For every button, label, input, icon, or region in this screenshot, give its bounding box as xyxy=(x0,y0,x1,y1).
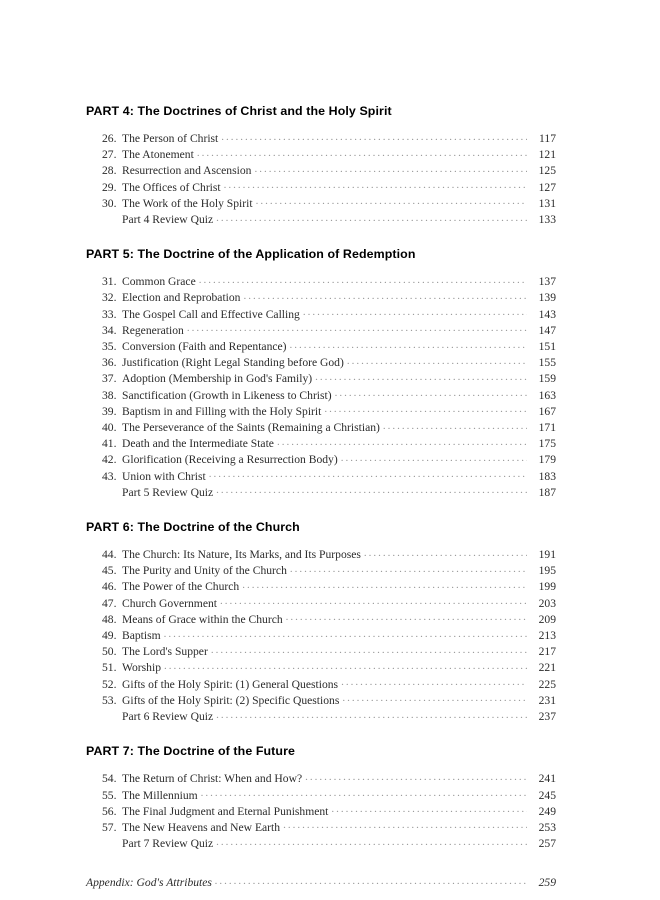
toc-entry-page-number: 191 xyxy=(538,548,556,562)
toc-quiz-entry[interactable] xyxy=(86,485,556,501)
toc-entry-page-number: 139 xyxy=(538,291,556,305)
toc-entry-page-number: 143 xyxy=(538,307,556,321)
toc-entry-title: Part 5 Review Quiz xyxy=(122,485,214,499)
dot-leader xyxy=(197,146,527,161)
toc-entry-title: Justification (Right Legal Standing before God) xyxy=(122,356,344,370)
toc-entry-title: The Work of the Holy Spirit xyxy=(122,196,253,210)
toc-entry-number: 32. xyxy=(102,291,117,305)
toc-entry-number: 41. xyxy=(102,437,117,451)
dot-leader xyxy=(201,786,527,801)
toc-entry-title: Glorification (Receiving a Resurrection Body) xyxy=(122,453,338,467)
toc-entry-title: The Person of Christ xyxy=(122,132,219,145)
toc-entry-title: Part 7 Review Quiz xyxy=(122,837,214,851)
toc-entry-title: Election and Reprobation xyxy=(122,291,241,305)
toc-entry-title: Resurrection and Ascension xyxy=(122,164,252,178)
toc-entry-title: Part 6 Review Quiz xyxy=(122,710,214,724)
dot-leader xyxy=(347,354,527,369)
toc-entry-page-number: 257 xyxy=(538,837,556,851)
toc-entry-number: 50. xyxy=(102,645,117,659)
toc-entry-page-number: 245 xyxy=(538,788,556,802)
toc-entry-number: 34. xyxy=(102,323,117,337)
table-of-contents xyxy=(86,104,556,892)
toc-entry-title: Sanctification (Growth in Likeness to Christ) xyxy=(122,388,332,402)
toc-entry-number: 46. xyxy=(102,580,117,594)
dot-leader xyxy=(383,419,527,434)
toc-quiz-entry[interactable] xyxy=(86,836,556,852)
toc-entry-number: 37. xyxy=(102,372,117,386)
parts-container xyxy=(86,104,556,852)
toc-entry-number: 36. xyxy=(102,356,117,370)
toc-entry-page-number: 175 xyxy=(538,437,556,451)
toc-entry-number: 35. xyxy=(102,340,117,354)
appendix-entry[interactable] xyxy=(86,875,556,891)
toc-entry-number: 47. xyxy=(102,596,117,610)
toc-entry-title: The New Heavens and New Earth xyxy=(122,820,281,834)
toc-entry-number: 26. xyxy=(102,132,117,145)
appendix-entry-title: Appendix: God's Attributes xyxy=(86,876,212,890)
toc-entry-page-number: 231 xyxy=(538,693,556,707)
appendix-section xyxy=(86,875,556,891)
toc-quiz-entry[interactable] xyxy=(86,709,556,725)
toc-entry-number: 45. xyxy=(102,564,117,578)
toc-entry-page-number: 167 xyxy=(538,404,556,418)
toc-entry-title: The Power of the Church xyxy=(122,580,240,594)
toc-entry-title: The Offices of Christ xyxy=(122,180,221,194)
appendix-entry-page-number: 259 xyxy=(538,876,556,890)
dot-leader xyxy=(315,370,527,385)
dot-leader xyxy=(243,289,527,304)
toc-entry-title: Baptism in and Filling with the Holy Spirit xyxy=(122,404,322,418)
part-block xyxy=(86,104,556,228)
dot-leader xyxy=(254,162,527,177)
toc-entry-page-number: 155 xyxy=(538,356,556,370)
dot-leader xyxy=(256,194,527,209)
toc-entry-number: 48. xyxy=(102,612,117,626)
dot-leader xyxy=(216,835,527,850)
toc-entry-title: Union with Christ xyxy=(122,469,206,483)
toc-entry-page-number: 159 xyxy=(538,372,556,386)
dot-leader xyxy=(324,402,527,417)
dot-leader xyxy=(216,708,527,723)
dot-leader xyxy=(290,338,527,353)
toc-entry-page-number: 171 xyxy=(538,421,556,435)
toc-entry-page-number: 179 xyxy=(538,453,556,467)
toc-entry-title: Worship xyxy=(122,661,161,675)
toc-entry-title: The Gospel Call and Effective Calling xyxy=(122,307,300,321)
part-heading: PART 6: The Doctrine of the Church xyxy=(86,520,300,535)
toc-entry-title: The Church: Its Nature, Its Marks, and Its Purposes xyxy=(122,548,361,562)
toc-entry-title: The Lord's Supper xyxy=(122,645,208,659)
toc-entry-page-number: 213 xyxy=(538,629,556,643)
toc-entry-number: 42. xyxy=(102,453,117,467)
toc-entry-page-number: 249 xyxy=(538,804,556,818)
toc-entry-title: The Final Judgment and Eternal Punishment xyxy=(122,804,329,818)
toc-entry-page-number: 225 xyxy=(538,677,556,691)
toc-quiz-entry[interactable] xyxy=(86,212,556,228)
dot-leader xyxy=(224,178,527,193)
toc-entry-title: Conversion (Faith and Repentance) xyxy=(122,340,287,354)
toc-entry-title: Common Grace xyxy=(122,275,196,289)
toc-entry-page-number: 253 xyxy=(538,820,556,834)
toc-entry-title: The Millennium xyxy=(122,788,198,802)
entry-list xyxy=(86,274,556,501)
dot-leader xyxy=(216,483,527,498)
toc-entry-number: 27. xyxy=(102,148,117,162)
toc-entry-title: Baptism xyxy=(122,629,161,643)
dot-leader xyxy=(303,305,527,320)
toc-entry-page-number: 203 xyxy=(538,596,556,610)
toc-entry-title: The Return of Christ: When and How? xyxy=(122,772,303,786)
part-block xyxy=(86,520,556,725)
toc-entry-page-number: 187 xyxy=(538,485,556,499)
toc-entry-page-number: 183 xyxy=(538,469,556,483)
dot-leader xyxy=(211,643,527,658)
toc-entry-title: The Perseverance of the Saints (Remaining a Christian) xyxy=(122,421,380,435)
dot-leader xyxy=(209,467,527,482)
entry-list xyxy=(86,547,556,725)
toc-entry-number: 38. xyxy=(102,388,117,402)
part-heading: PART 4: The Doctrines of Christ and the Holy Spirit xyxy=(86,104,392,118)
toc-entry-page-number: 131 xyxy=(538,196,556,210)
part-block xyxy=(86,247,556,501)
toc-entry-page-number: 137 xyxy=(538,275,556,289)
toc-entry-number: 44. xyxy=(102,548,117,562)
toc-entry-page-number: 199 xyxy=(538,580,556,594)
toc-entry-number: 30. xyxy=(102,196,117,210)
toc-entry-page-number: 221 xyxy=(538,661,556,675)
dot-leader xyxy=(242,578,527,593)
toc-entry-number: 57. xyxy=(102,820,117,834)
toc-entry-page-number: 237 xyxy=(538,710,556,724)
toc-entry-number: 49. xyxy=(102,629,117,643)
toc-entry-page-number: 125 xyxy=(538,164,556,178)
toc-entry-title: Death and the Intermediate State xyxy=(122,437,274,451)
dot-leader xyxy=(187,321,527,336)
part-heading: PART 7: The Doctrine of the Future xyxy=(86,744,295,759)
toc-entry-title: Means of Grace within the Church xyxy=(122,612,283,626)
dot-leader xyxy=(305,770,527,785)
dot-leader xyxy=(199,273,527,288)
dot-leader xyxy=(216,211,527,226)
part-heading: PART 5: The Doctrine of the Application of Redemption xyxy=(86,247,416,262)
part-block xyxy=(86,744,556,852)
toc-entry-page-number: 209 xyxy=(538,612,556,626)
dot-leader xyxy=(290,562,527,577)
toc-entry-page-number: 147 xyxy=(538,323,556,337)
dot-leader xyxy=(364,546,527,561)
toc-entry-title: The Purity and Unity of the Church xyxy=(122,564,287,578)
toc-entry-page-number: 133 xyxy=(538,213,556,227)
toc-entry-title: Part 4 Review Quiz xyxy=(122,213,214,227)
toc-entry-number: 55. xyxy=(102,788,117,802)
toc-entry-number: 53. xyxy=(102,693,117,707)
toc-entry-number: 29. xyxy=(102,180,117,194)
toc-entry-number: 43. xyxy=(102,469,117,483)
dot-leader xyxy=(335,386,527,401)
toc-entry-title: Church Government xyxy=(122,596,217,610)
toc-entry-title: Gifts of the Holy Spirit: (1) General Questions xyxy=(122,677,339,691)
toc-entry-title: Adoption (Membership in God's Family) xyxy=(122,372,313,386)
toc-entry-number: 54. xyxy=(102,772,117,786)
toc-entry-number: 39. xyxy=(102,404,117,418)
toc-entry-number: 52. xyxy=(102,677,117,691)
dot-leader xyxy=(164,627,527,642)
toc-entry-page-number: 117 xyxy=(539,132,556,145)
toc-entry-number: 40. xyxy=(102,421,117,435)
toc-entry-page-number: 121 xyxy=(538,148,556,162)
entry-list xyxy=(86,131,556,228)
toc-entry-title: Regeneration xyxy=(122,323,184,337)
dot-leader xyxy=(341,675,527,690)
toc-entry-number: 33. xyxy=(102,307,117,321)
toc-entry-page-number: 241 xyxy=(538,772,556,786)
toc-entry-number: 31. xyxy=(102,275,117,289)
toc-entry-title: The Atonement xyxy=(122,148,194,162)
toc-entry-page-number: 127 xyxy=(538,180,556,194)
toc-entry-page-number: 217 xyxy=(538,645,556,659)
toc-entry-number: 56. xyxy=(102,804,117,818)
dot-leader xyxy=(342,691,527,706)
toc-entry-number: 28. xyxy=(102,164,117,178)
dot-leader xyxy=(283,818,527,833)
dot-leader xyxy=(341,451,527,466)
dot-leader xyxy=(286,610,527,625)
dot-leader xyxy=(277,435,527,450)
toc-entry-page-number: 151 xyxy=(538,340,556,354)
toc-entry-title: Gifts of the Holy Spirit: (2) Specific Questions xyxy=(122,693,340,707)
dot-leader xyxy=(221,130,527,145)
dot-leader xyxy=(215,874,527,889)
dot-leader xyxy=(164,659,527,674)
toc-entry-page-number: 195 xyxy=(538,564,556,578)
toc-entry-page-number: 163 xyxy=(538,388,556,402)
entry-list xyxy=(86,771,556,852)
dot-leader xyxy=(331,802,527,817)
dot-leader xyxy=(220,594,527,609)
toc-entry-number: 51. xyxy=(102,661,117,675)
